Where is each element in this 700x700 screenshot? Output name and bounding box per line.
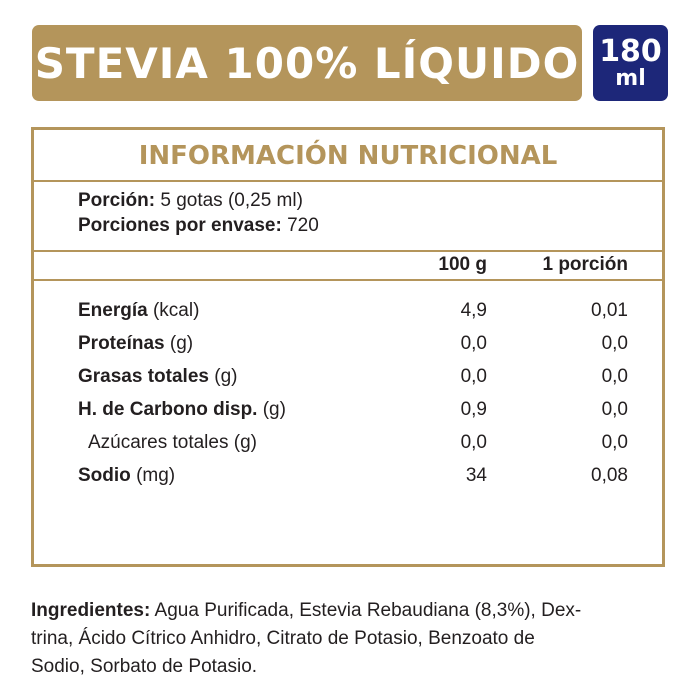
nutrient-row-sodium <box>34 463 662 496</box>
nutrient-name: Azúcares totales (g) <box>88 432 257 453</box>
serving-size-value: 5 gotas (0,25 ml) <box>160 190 303 211</box>
serving-size-label: Porción: <box>78 190 156 211</box>
nutrient-value-100g: 0,0 <box>460 333 487 354</box>
nutrient-value-100g: 0,9 <box>460 399 487 420</box>
serving-size-line <box>78 188 319 213</box>
column-header-100g: 100 g <box>438 254 487 275</box>
servings-per-container-line <box>78 213 319 238</box>
ingredients-line-3: Sodio, Sorbato de Potasio. <box>31 656 258 677</box>
divider <box>34 180 662 182</box>
nutrient-value-portion: 0,0 <box>601 366 628 387</box>
divider <box>34 279 662 281</box>
volume-number: 180 <box>599 34 662 69</box>
divider <box>34 250 662 252</box>
nutrient-rows <box>34 298 662 496</box>
nutrient-value-portion: 0,0 <box>601 432 628 453</box>
volume-badge <box>593 25 668 101</box>
serving-info <box>78 188 319 238</box>
ingredients-line-1 <box>31 597 676 625</box>
nutrient-name: H. de Carbono disp. (g) <box>78 399 286 420</box>
nutrient-row-energy <box>34 298 662 331</box>
nutrient-value-100g: 0,0 <box>460 432 487 453</box>
nutrient-name: Grasas totales (g) <box>78 366 238 387</box>
ingredients-line-2: trina, Ácido Cítrico Anhidro, Citrato de Potasio, Benzoato de <box>31 628 535 649</box>
nutrient-name: Sodio (mg) <box>78 465 176 486</box>
volume-unit: ml <box>615 66 646 91</box>
product-title-banner <box>32 25 582 101</box>
nutrient-name: Proteínas (g) <box>78 333 194 354</box>
nutrition-panel-title: INFORMACIÓN NUTRICIONAL <box>138 141 558 171</box>
nutrient-value-portion: 0,0 <box>601 333 628 354</box>
nutrition-facts-panel <box>31 127 665 567</box>
nutrient-row-total-fat <box>34 364 662 397</box>
nutrient-row-carbohydrates <box>34 397 662 430</box>
nutrient-value-portion: 0,08 <box>591 465 628 486</box>
nutrient-value-100g: 34 <box>465 465 487 486</box>
nutrient-row-total-sugars <box>34 430 662 463</box>
nutrient-name: Energía (kcal) <box>78 300 200 321</box>
nutrient-row-protein <box>34 331 662 364</box>
ingredients-text: Agua Purificada, Estevia Rebaudiana (8,3%), Dex- <box>154 600 582 621</box>
nutrient-value-100g: 0,0 <box>460 366 487 387</box>
product-title: STEVIA 100% LÍQUIDO <box>34 38 580 88</box>
nutrient-value-portion: 0,0 <box>601 399 628 420</box>
nutrient-value-portion: 0,01 <box>591 300 628 321</box>
ingredients-list <box>31 597 676 681</box>
column-header-portion: 1 porción <box>542 254 628 275</box>
servings-per-container-label: Porciones por envase: <box>78 215 282 236</box>
nutrient-value-100g: 4,9 <box>460 300 487 321</box>
ingredients-label: Ingredientes: <box>31 600 151 621</box>
servings-per-container-value: 720 <box>287 215 319 236</box>
